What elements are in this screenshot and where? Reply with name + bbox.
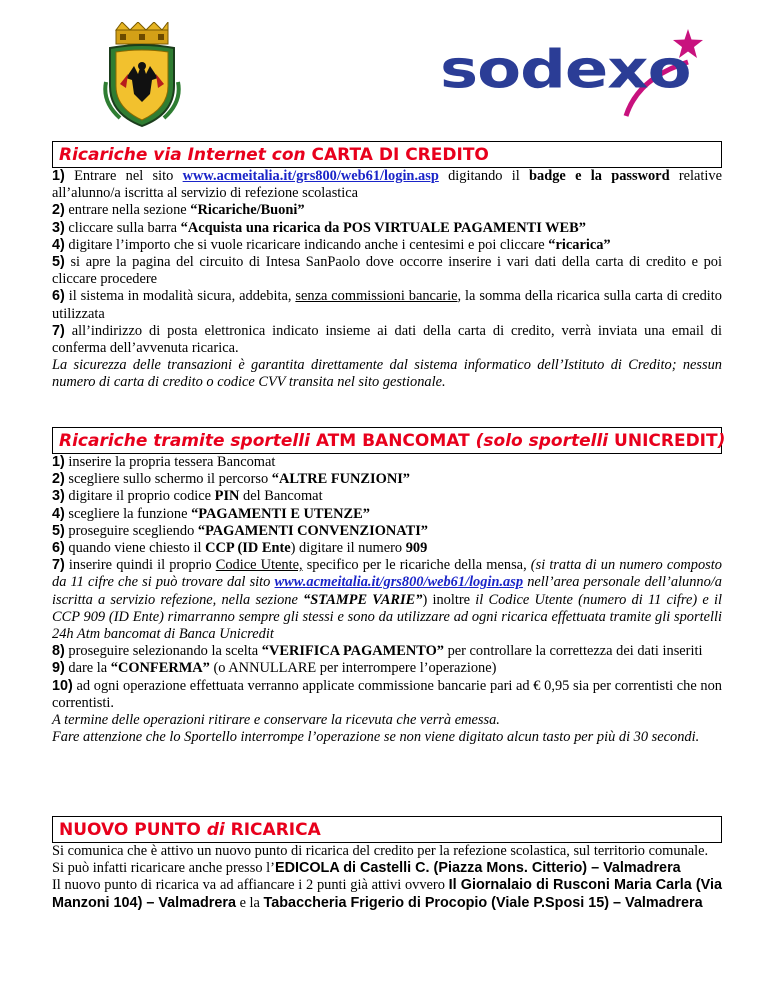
section-heading-atm: Ricariche tramite sportelli ATM BANCOMAT (solo sportelli UNICREDIT) — [52, 427, 722, 454]
atm-step-8: 8) proseguire selezionando la scelta “VERIFICA PAGAMENTO” per controllare la correttezza dei dati inseriti — [52, 643, 703, 660]
existing-points-paragraph: Il nuovo punto di ricarica va ad affiancare i 2 punti già attivi ovvero Il Giornalaio di Rusconi Maria Carla (Via Manzoni 104) – Valmadrera e la Tabaccheria Frigerio di Procopio (Viale P.Sposi 15) – Valmadrera — [52, 877, 722, 911]
announcement-paragraph: Si comunica che è attivo un nuovo punto di ricarica del credito per la refezione scolastica, sul territorio comunale. — [52, 843, 709, 859]
step-number: 1) — [52, 168, 65, 184]
atm-step-5: 5) proseguire scegliendo “PAGAMENTI CONVENZIONATI” — [52, 522, 429, 539]
atm-step-2: 2) scegliere sullo schermo il percorso “ALTRE FUNZIONI” — [52, 471, 411, 488]
section-body-credit-card — [52, 168, 722, 392]
new-point-paragraph: Si può infatti ricaricare anche presso l’EDICOLA di Castelli C. (Piazza Mons. Citterio) – Valmadrera — [52, 860, 681, 877]
step-2: 2) entrare nella sezione “Ricariche/Buoni” — [52, 202, 305, 219]
login-link[interactable]: www.acmeitalia.it/grs800/web61/login.asp — [274, 574, 524, 591]
brand-wordmark: sodexo — [440, 40, 691, 101]
receipt-note: A termine delle operazioni ritirare e conservare la ricevuta che verrà emessa. — [52, 712, 500, 729]
atm-step-3: 3) digitare il proprio codice PIN del Bancomat — [52, 488, 323, 505]
step-6: 6) il sistema in modalità sicura, addebita, senza commissioni bancarie, la somma della ricarica sulla carta di credito utilizzata — [52, 288, 722, 322]
timeout-note: Fare attenzione che lo Sportello interrompe l’operazione se non viene digitato alcun tasto per più di 30 secondi. — [52, 729, 700, 746]
atm-step-9: 9) dare la “CONFERMA” (o ANNULLARE per interrompere l’operazione) — [52, 660, 497, 677]
step-3: 3) cliccare sulla barra “Acquista una ricarica da POS VIRTUALE PAGAMENTI WEB” — [52, 219, 586, 236]
section-heading-credit-card — [52, 141, 722, 168]
atm-step-7: 7) inserire quindi il proprio Codice Utente, specifico per le ricariche della mensa, (si tratta di un numero composto da 11 cifre che si può trovare dal sito www.acmeitalia.it/grs800/web61/login.asp nell’area personale dell’alunno/a iscritta a servizio refezione, nella sezione “STAMPE VARIE”) inoltre il Codice Utente (numero di 11 cifre) e il CCP 909 (ID Ente) rimarranno sempre gli stessi e sono da utilizzare ad ogni ricarica effettuata tramite gli sportelli 24h Atm bancomat di Banca Unicredit — [52, 557, 722, 643]
heading-text: Ricariche via Internet con — [59, 145, 312, 165]
section-body-atm — [52, 454, 722, 746]
atm-step-6: 6) quando viene chiesto il CCP (ID Ente) digitare il numero 909 — [52, 540, 428, 557]
section-heading-new-point: NUOVO PUNTO di RICARICA — [52, 816, 722, 843]
security-note: La sicurezza delle transazioni è garantita direttamente dal sistema informatico dell’Istituto di Credito; nessun numero di carta di credito o codice CVV transita nel sito gestionale. — [52, 357, 722, 391]
atm-step-1: 1) inserire la propria tessera Bancomat — [52, 454, 276, 470]
heading-text-emphasis: CARTA DI CREDITO — [311, 145, 489, 165]
sodexo-logo — [440, 28, 730, 120]
atm-step-10: 10) ad ogni operazione effettuata verranno applicate commissione bancarie pari ad € 0,95 sia per correntisti che non correntisti. — [52, 677, 722, 711]
step-4: 4) digitare l’importo che si vuole ricaricare indicando anche i centesimi e poi cliccare “ricarica” — [52, 236, 611, 253]
login-link[interactable]: www.acmeitalia.it/grs800/web61/login.asp — [182, 168, 439, 184]
step-1: 1) Entrare nel sito www.acmeitalia.it/grs800/web61/login.asp digitando il badge e la password relative all’alunno/a iscritta al servizio di refezione scolastica — [52, 168, 722, 202]
section-body-new-point — [52, 843, 722, 912]
atm-step-4: 4) scegliere la funzione “PAGAMENTI E UTENZE” — [52, 505, 370, 522]
municipal-crest-icon — [102, 22, 182, 130]
step-7: 7) all’indirizzo di posta elettronica indicato insieme ai dati della carta di credito, verrà inviata una email di conferma dell’avvenuta ricarica. — [52, 322, 722, 357]
step-5: 5) si apre la pagina del circuito di Intesa SanPaolo dove occorre inserire i vari dati della carta di credito e poi cliccare procedere — [52, 254, 722, 288]
